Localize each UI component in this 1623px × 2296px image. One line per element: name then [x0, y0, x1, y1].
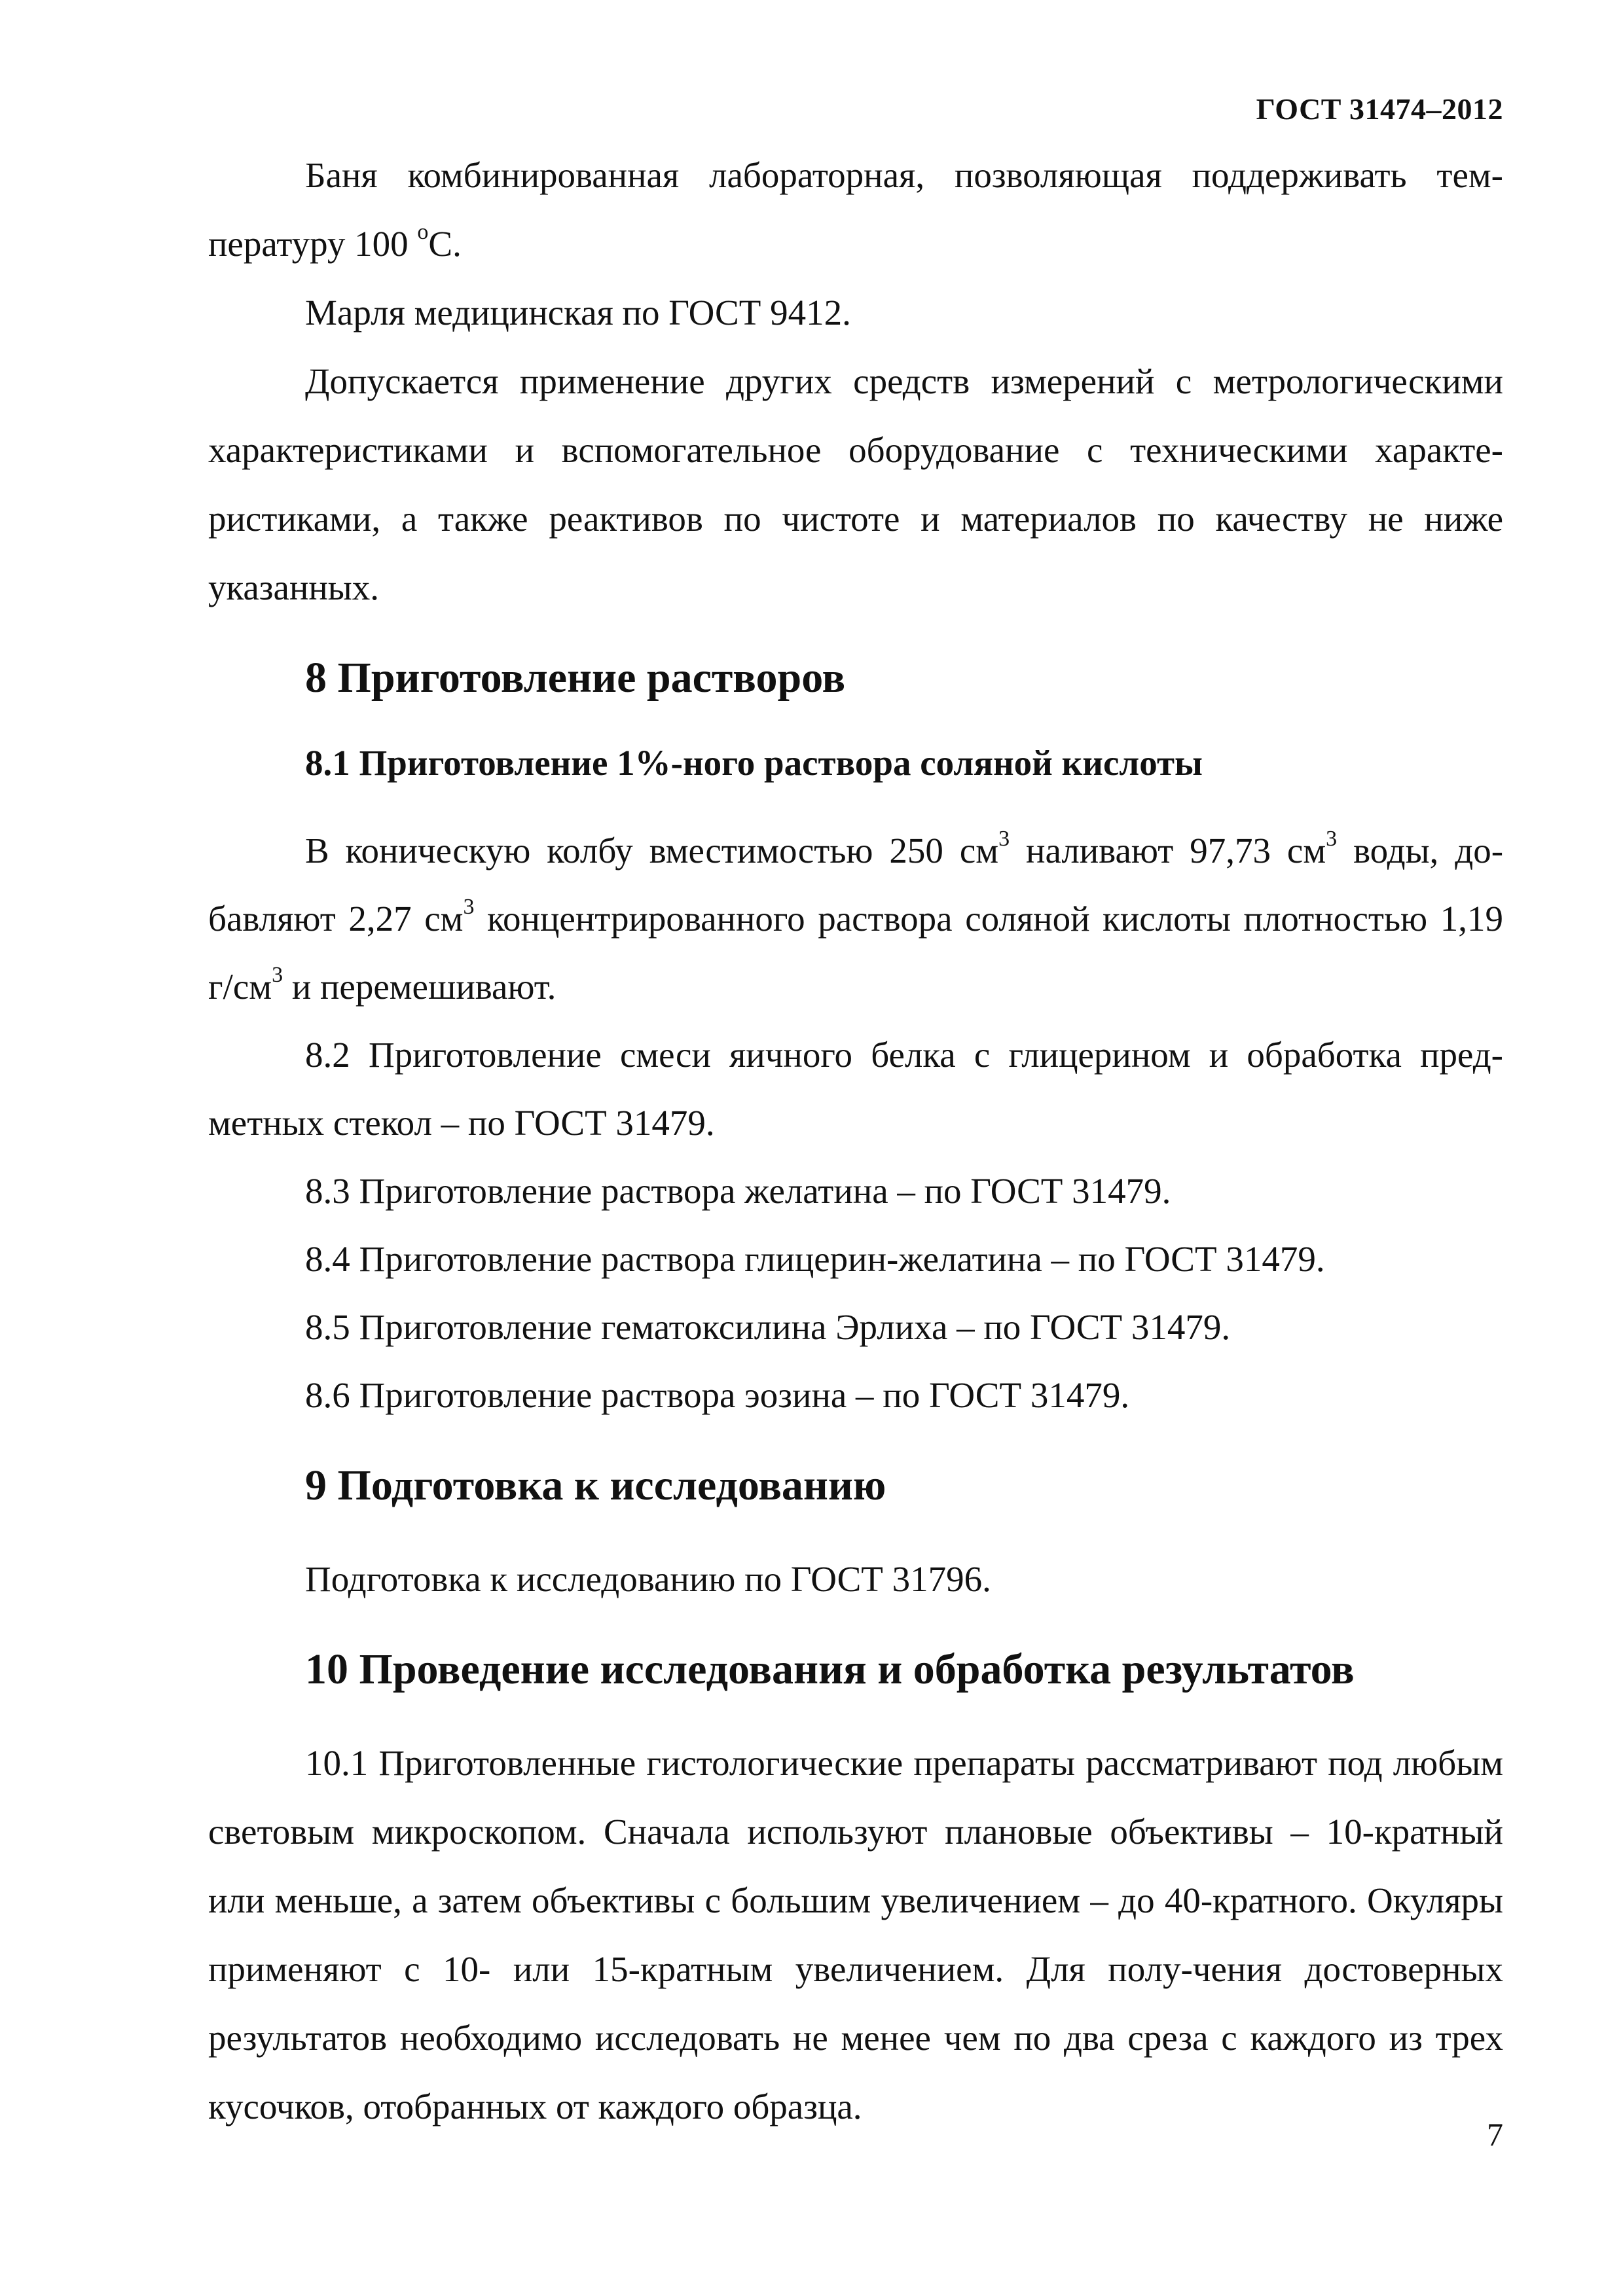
text-fragment: В коническую колбу вместимостью 250 см	[305, 831, 999, 870]
section-8-1-heading: 8.1 Приготовление 1%-ного раствора соляной кислоты	[305, 743, 1203, 783]
paragraph-bath	[208, 141, 1503, 278]
superscript: 3	[998, 827, 1010, 851]
text-fragment: наливают 97,73 см	[1010, 831, 1326, 870]
page-number: 7	[1487, 2116, 1503, 2153]
superscript: 3	[1326, 827, 1338, 851]
superscript: 3	[272, 963, 283, 987]
paragraph-8-2: 8.2 Приготовление смеси яичного белка с глицерином и обработка пред-метных стекол – по ГОСТ 31479.	[208, 1035, 1503, 1143]
paragraph-8-1	[208, 817, 1503, 1021]
page-content	[208, 141, 1503, 2141]
paragraph-8-6: 8.6 Приготовление раствора эозина – по ГОСТ 31479.	[305, 1375, 1130, 1415]
paragraph-10-1: 10.1 Приготовленные гистологические препараты рассматривают под любым световым микроскопом. Сначала используют плановые объективы – 10-кратный или меньше, а затем объективы с большим увеличением – до 40-кратного. Окуляры применяют с 10- или 15-кратным увеличением. Для полу-чения достоверных результатов необходимо исследовать не менее чем по два среза с каждого из трех кусочков, отобранных от каждого образца.	[208, 1743, 1503, 2126]
section-9-heading: 9 Подготовка к исследованию	[305, 1462, 886, 1509]
bath-text: Баня комбинированная лабораторная, позволяющая поддерживать тем-пературу 100	[208, 155, 1503, 264]
bath-unit: С.	[428, 224, 462, 264]
standard-header: ГОСТ 31474–2012	[1256, 92, 1503, 126]
superscript: 3	[463, 895, 475, 919]
degree-mark: о	[417, 220, 429, 244]
paragraph-8-3: 8.3 Приготовление раствора желатина – по ГОСТ 31479.	[305, 1171, 1171, 1211]
paragraph-allowed: Допускается применение других средств измерений с метрологическими характеристиками и вспомогательное оборудование с техническими характе-ристиками, а также реактивов по чистоте и материалов по качеству не ниже указанных.	[208, 361, 1503, 607]
section-8-body	[208, 817, 1503, 1429]
paragraph-gauze: Марля медицинская по ГОСТ 9412.	[305, 293, 851, 332]
text-fragment: и перемешивают.	[283, 967, 556, 1007]
text-fragment: концентрированного раствора соляной кислоты плотностью 1,19 г/см	[208, 899, 1504, 1007]
text-fragment: воды, до-бавляют 2,27 см	[208, 831, 1504, 939]
section-8-heading: 8 Приготовление растворов	[305, 654, 846, 702]
section-10-heading: 10 Проведение исследования и обработка результатов	[305, 1645, 1355, 1693]
paragraph-9: Подготовка к исследованию по ГОСТ 31796.	[305, 1559, 991, 1599]
paragraph-8-5: 8.5 Приготовление гематоксилина Эрлиха – по ГОСТ 31479.	[305, 1307, 1231, 1347]
paragraph-8-4: 8.4 Приготовление раствора глицерин-желатина – по ГОСТ 31479.	[305, 1239, 1325, 1279]
